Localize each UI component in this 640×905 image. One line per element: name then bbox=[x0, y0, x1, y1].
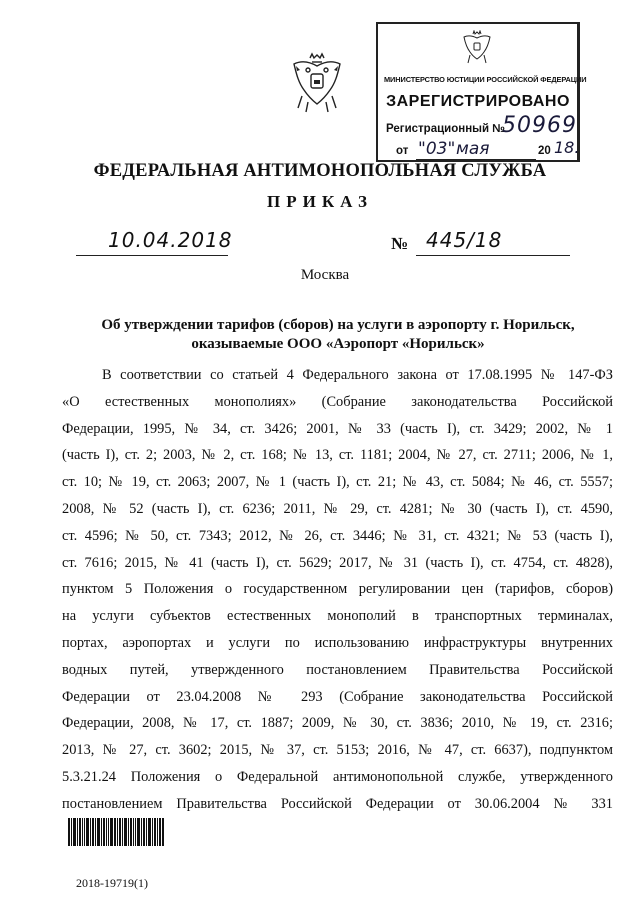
order-number-field bbox=[416, 228, 570, 256]
stamp-date-day: "03" bbox=[418, 139, 456, 159]
body-line: пунктом 5 Положения о государственном регулировании цен (тарифов, сборов) bbox=[62, 581, 613, 598]
stamp-date-year-prefix: 20 bbox=[538, 145, 551, 157]
body-line: (часть I), ст. 2; 2003, № 2, ст. 168; № 13, ст. 1181; 2004, № 27, ст. 2711; 2006, № 1, bbox=[62, 447, 613, 464]
stamp-date-month: мая bbox=[456, 139, 490, 159]
order-date-field bbox=[76, 228, 233, 256]
body-line: ст. 10; № 19, ст. 2063; 2007, № 1 (часть I), ст. 21; № 43, ст. 5084; № 46, ст. 5557; bbox=[62, 474, 613, 491]
stamp-date-row bbox=[396, 138, 582, 161]
stamp-regno-label: Регистрационный № bbox=[386, 123, 506, 135]
stamp-ministry: МИНИСТЕРСТВО ЮСТИЦИИ РОССИЙСКОЙ ФЕДЕРАЦИИ bbox=[384, 75, 587, 84]
coat-of-arms-icon bbox=[461, 30, 493, 66]
stamp-date-prefix: от bbox=[396, 145, 409, 157]
stamp-regno-value: 50969 bbox=[502, 113, 577, 138]
stamp-regno-row bbox=[386, 113, 582, 141]
body-line: водных путей, утвержденного постановлением Правительства Российской bbox=[62, 661, 613, 678]
document-code: 2018-19719(1) bbox=[76, 876, 148, 890]
order-date: 10.04.2018 bbox=[108, 228, 233, 252]
order-number-label: № bbox=[391, 234, 409, 253]
subject-line: оказываемые ООО «Аэропорт «Норильск» bbox=[191, 336, 485, 352]
body-line: 2013, № 27, ст. 3602; 2015, № 37, ст. 5153; 2016, № 47, ст. 6637), подпунктом bbox=[62, 742, 613, 759]
subject-line: Об утверждении тарифов (сборов) на услуги в аэропорту г. Норильск, bbox=[101, 317, 575, 333]
stamp-registered: ЗАРЕГИСТРИРОВАНО bbox=[386, 93, 570, 110]
stamp-date-year-suffix: 18. bbox=[554, 138, 580, 157]
body-line: Федерации от 23.04.2008 № 293 (Собрание законодательства Российской bbox=[62, 688, 613, 705]
body-line: 5.3.21.24 Положения о Федеральной антимонопольной службе, утвержденного bbox=[62, 768, 613, 785]
order-subject bbox=[60, 316, 616, 354]
body-line: постановлением Правительства Российской Федерации от 30.06.2004 № 331 bbox=[62, 795, 613, 812]
body-line: В соответствии со статьей 4 Федерального закона от 17.08.1995 № 147-ФЗ bbox=[102, 367, 613, 383]
order-number: 445/18 bbox=[426, 228, 503, 252]
city: Москва bbox=[300, 267, 350, 283]
coat-of-arms-icon bbox=[284, 52, 350, 118]
body-line: 2008, № 52 (часть I), ст. 6236; 2011, № 29, ст. 4281; № 30 (часть I), ст. 4590, bbox=[62, 500, 613, 517]
body-text bbox=[62, 362, 613, 818]
body-line: ст. 4596; № 50, ст. 7343; 2012, № 26, ст. 3446; № 31, ст. 4321; № 53 (часть I), bbox=[62, 527, 613, 544]
body-line: на услуги субъектов естественных монополий в транспортных терминалах, bbox=[62, 608, 613, 625]
body-line: Федерации, 1995, № 34, ст. 3426; 2001, № 33 (часть I), ст. 3429; 2002, № 1 bbox=[62, 420, 613, 437]
body-line: портах, аэропортах и услуги по использованию инфраструктуры внутренних bbox=[62, 634, 613, 651]
body-line: «О естественных монополиях» (Собрание законодательства Российской bbox=[62, 393, 613, 410]
agency-name: ФЕДЕРАЛЬНАЯ АНТИМОНОПОЛЬНАЯ СЛУЖБА bbox=[93, 161, 547, 181]
stamp-date-underline bbox=[416, 159, 536, 160]
order-title: ПРИКАЗ bbox=[267, 192, 373, 211]
body-line: Федерации, 2008, № 17, ст. 1887; 2009, № 30, ст. 3836; 2010, № 19, ст. 2316; bbox=[62, 715, 613, 732]
registration-stamp bbox=[376, 22, 587, 162]
body-line: ст. 7616; 2015, № 41 (часть I), ст. 5629; 2017, № 31 (часть I), ст. 4754, ст. 4828), bbox=[62, 554, 613, 571]
barcode-icon bbox=[68, 818, 164, 846]
